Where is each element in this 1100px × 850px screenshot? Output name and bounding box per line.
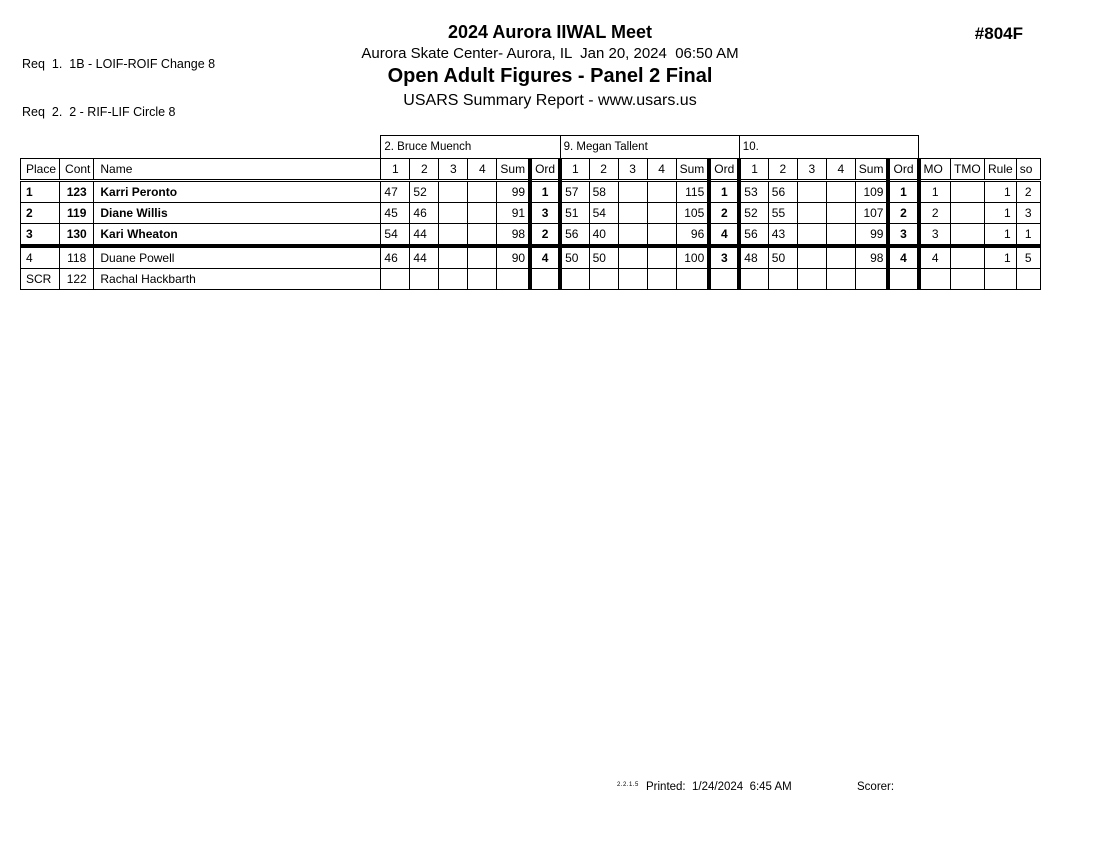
score-cell: 51 bbox=[560, 203, 589, 224]
place-cell: SCR bbox=[21, 269, 60, 290]
meet-title: 2024 Aurora IIWAL Meet bbox=[447, 22, 653, 42]
so-cell: 5 bbox=[1016, 246, 1040, 269]
tmo-cell bbox=[951, 203, 985, 224]
ord-cell: 1 bbox=[530, 181, 560, 203]
sum-cell: 100 bbox=[676, 246, 709, 269]
report-header bbox=[0, 22, 1100, 110]
tmo-cell bbox=[951, 181, 985, 203]
judge-header-spacer-right bbox=[919, 136, 1041, 159]
score-cell bbox=[797, 181, 826, 203]
tmo-cell bbox=[951, 269, 985, 290]
score-cell: 50 bbox=[560, 246, 589, 269]
ord-cell: 1 bbox=[888, 181, 918, 203]
score-cell: 56 bbox=[560, 224, 589, 247]
score-cell: 53 bbox=[739, 181, 768, 203]
score-cell bbox=[560, 269, 589, 290]
table-row bbox=[21, 246, 1041, 269]
col-header-judge1-1: 1 bbox=[381, 159, 410, 181]
ord-cell: 3 bbox=[709, 246, 739, 269]
ord-cell: 3 bbox=[530, 203, 560, 224]
col-header-judge2-2: 2 bbox=[589, 159, 618, 181]
rule-cell: 1 bbox=[985, 181, 1017, 203]
score-cell: 56 bbox=[768, 181, 797, 203]
col-header-judge3-sum: Sum bbox=[855, 159, 888, 181]
score-cell: 48 bbox=[739, 246, 768, 269]
mo-cell: 4 bbox=[919, 246, 951, 269]
col-header-tmo: TMO bbox=[951, 159, 985, 181]
col-header-judge2-ord: Ord bbox=[709, 159, 739, 181]
sum-cell: 98 bbox=[855, 246, 888, 269]
score-cell: 50 bbox=[768, 246, 797, 269]
score-cell: 44 bbox=[410, 246, 439, 269]
mo-cell bbox=[919, 269, 951, 290]
score-cell: 46 bbox=[381, 246, 410, 269]
score-cell bbox=[826, 224, 855, 247]
name-cell: Diane Willis bbox=[94, 203, 381, 224]
printed-timestamp: Printed: 1/24/2024 6:45 AM bbox=[646, 781, 792, 793]
mo-cell: 1 bbox=[919, 181, 951, 203]
so-cell: 3 bbox=[1016, 203, 1040, 224]
cont-cell: 119 bbox=[60, 203, 94, 224]
judge-header-cell: 9. Megan Tallent bbox=[560, 136, 739, 159]
score-cell bbox=[618, 203, 647, 224]
sum-cell: 91 bbox=[497, 203, 530, 224]
col-header-place: Place bbox=[21, 159, 60, 181]
score-cell bbox=[618, 269, 647, 290]
sum-cell: 98 bbox=[497, 224, 530, 247]
col-header-judge3-2: 2 bbox=[768, 159, 797, 181]
ord-cell: 4 bbox=[530, 246, 560, 269]
report-footer bbox=[0, 780, 1100, 800]
ord-cell bbox=[530, 269, 560, 290]
req-line-1: Req 1. 1B - LOIF-ROIF Change 8 bbox=[22, 57, 216, 71]
score-cell: 43 bbox=[768, 224, 797, 247]
sum-cell: 107 bbox=[855, 203, 888, 224]
score-cell bbox=[797, 269, 826, 290]
score-cell bbox=[618, 246, 647, 269]
col-header-judge2-3: 3 bbox=[618, 159, 647, 181]
sum-cell: 90 bbox=[497, 246, 530, 269]
score-cell bbox=[410, 269, 439, 290]
ord-cell: 4 bbox=[709, 224, 739, 247]
score-cell bbox=[618, 224, 647, 247]
col-header-mo: MO bbox=[919, 159, 951, 181]
score-cell bbox=[381, 269, 410, 290]
score-cell bbox=[439, 269, 468, 290]
col-header-judge1-4: 4 bbox=[468, 159, 497, 181]
ord-cell: 2 bbox=[530, 224, 560, 247]
score-cell: 54 bbox=[381, 224, 410, 247]
name-cell: Karri Peronto bbox=[94, 181, 381, 203]
sum-cell bbox=[676, 269, 709, 290]
mo-cell: 2 bbox=[919, 203, 951, 224]
col-header-name: Name bbox=[94, 159, 381, 181]
ord-cell bbox=[888, 269, 918, 290]
score-cell bbox=[439, 224, 468, 247]
column-header-row bbox=[21, 159, 1041, 181]
cont-cell: 130 bbox=[60, 224, 94, 247]
so-cell bbox=[1016, 269, 1040, 290]
rule-cell: 1 bbox=[985, 224, 1017, 247]
score-cell: 50 bbox=[589, 246, 618, 269]
name-cell: Duane Powell bbox=[94, 246, 381, 269]
name-cell: Rachal Hackbarth bbox=[94, 269, 381, 290]
software-version: 2.2.1.5 bbox=[617, 782, 639, 788]
score-cell bbox=[468, 224, 497, 247]
tmo-cell bbox=[951, 246, 985, 269]
place-cell: 3 bbox=[21, 224, 60, 247]
score-cell: 44 bbox=[410, 224, 439, 247]
score-cell: 57 bbox=[560, 181, 589, 203]
col-header-judge3-1: 1 bbox=[739, 159, 768, 181]
sum-cell: 109 bbox=[855, 181, 888, 203]
score-cell bbox=[647, 203, 676, 224]
table-row bbox=[21, 181, 1041, 203]
ord-cell bbox=[709, 269, 739, 290]
judge-header-cell: 2. Bruce Muench bbox=[381, 136, 560, 159]
score-cell bbox=[826, 181, 855, 203]
score-cell: 45 bbox=[381, 203, 410, 224]
tmo-cell bbox=[951, 224, 985, 247]
score-cell: 55 bbox=[768, 203, 797, 224]
score-cell bbox=[739, 269, 768, 290]
score-cell bbox=[826, 269, 855, 290]
judge-header-cell: 10. bbox=[739, 136, 918, 159]
score-cell bbox=[618, 181, 647, 203]
score-cell bbox=[797, 224, 826, 247]
score-cell: 58 bbox=[589, 181, 618, 203]
rule-cell: 1 bbox=[985, 246, 1017, 269]
score-cell: 54 bbox=[589, 203, 618, 224]
score-cell bbox=[468, 246, 497, 269]
table-row bbox=[21, 203, 1041, 224]
so-cell: 2 bbox=[1016, 181, 1040, 203]
sum-cell: 99 bbox=[855, 224, 888, 247]
col-header-judge1-ord: Ord bbox=[530, 159, 560, 181]
col-header-judge1-3: 3 bbox=[439, 159, 468, 181]
score-cell bbox=[468, 269, 497, 290]
col-header-judge2-4: 4 bbox=[647, 159, 676, 181]
mo-cell: 3 bbox=[919, 224, 951, 247]
req-line-2: Req 2. 2 - RIF-LIF Circle 8 bbox=[22, 105, 176, 119]
ord-cell: 3 bbox=[888, 224, 918, 247]
ord-cell: 4 bbox=[888, 246, 918, 269]
score-cell: 40 bbox=[589, 224, 618, 247]
sum-cell: 99 bbox=[497, 181, 530, 203]
sum-cell: 105 bbox=[676, 203, 709, 224]
ord-cell: 1 bbox=[709, 181, 739, 203]
table-row bbox=[21, 224, 1041, 247]
rule-cell: 1 bbox=[985, 203, 1017, 224]
score-cell bbox=[768, 269, 797, 290]
results-table-body bbox=[21, 136, 1041, 290]
results-table-wrap bbox=[20, 135, 1041, 290]
col-header-judge3-ord: Ord bbox=[888, 159, 918, 181]
score-cell bbox=[439, 203, 468, 224]
score-cell bbox=[826, 203, 855, 224]
score-cell bbox=[647, 269, 676, 290]
sum-cell bbox=[497, 269, 530, 290]
sum-cell: 96 bbox=[676, 224, 709, 247]
results-table bbox=[20, 135, 1041, 290]
name-cell: Kari Wheaton bbox=[94, 224, 381, 247]
place-cell: 2 bbox=[21, 203, 60, 224]
score-cell bbox=[797, 246, 826, 269]
cont-cell: 118 bbox=[60, 246, 94, 269]
cont-cell: 123 bbox=[60, 181, 94, 203]
score-cell: 47 bbox=[381, 181, 410, 203]
col-header-judge3-3: 3 bbox=[797, 159, 826, 181]
score-cell: 46 bbox=[410, 203, 439, 224]
table-row bbox=[21, 269, 1041, 290]
col-header-judge2-1: 1 bbox=[560, 159, 589, 181]
place-cell: 4 bbox=[21, 246, 60, 269]
col-header-so: so bbox=[1016, 159, 1040, 181]
cont-cell: 122 bbox=[60, 269, 94, 290]
rule-cell bbox=[985, 269, 1017, 290]
score-cell bbox=[468, 181, 497, 203]
score-cell: 56 bbox=[739, 224, 768, 247]
score-cell bbox=[439, 246, 468, 269]
score-cell bbox=[826, 246, 855, 269]
event-number: #804F bbox=[974, 24, 1023, 43]
col-header-judge3-4: 4 bbox=[826, 159, 855, 181]
score-cell bbox=[439, 181, 468, 203]
ord-cell: 2 bbox=[709, 203, 739, 224]
event-title: Open Adult Figures - Panel 2 Final bbox=[387, 65, 713, 87]
venue-date-line: Aurora Skate Center- Aurora, IL Jan 20, 2024 06:50 AM bbox=[361, 45, 739, 62]
score-cell bbox=[797, 203, 826, 224]
score-cell bbox=[468, 203, 497, 224]
scorer-label: Scorer: bbox=[857, 781, 895, 793]
col-header-judge1-sum: Sum bbox=[497, 159, 530, 181]
score-cell bbox=[647, 246, 676, 269]
col-header-cont: Cont bbox=[60, 159, 94, 181]
so-cell: 1 bbox=[1016, 224, 1040, 247]
sum-cell bbox=[855, 269, 888, 290]
col-header-judge2-sum: Sum bbox=[676, 159, 709, 181]
judge-header-row bbox=[21, 136, 1041, 159]
score-cell: 52 bbox=[410, 181, 439, 203]
ord-cell: 2 bbox=[888, 203, 918, 224]
col-header-judge1-2: 2 bbox=[410, 159, 439, 181]
sum-cell: 115 bbox=[676, 181, 709, 203]
report-type-line: USARS Summary Report - www.usars.us bbox=[403, 92, 697, 109]
score-cell bbox=[647, 224, 676, 247]
col-header-rule: Rule bbox=[985, 159, 1017, 181]
score-cell bbox=[589, 269, 618, 290]
score-cell: 52 bbox=[739, 203, 768, 224]
score-cell bbox=[647, 181, 676, 203]
judge-header-spacer-left bbox=[21, 136, 381, 159]
place-cell: 1 bbox=[21, 181, 60, 203]
